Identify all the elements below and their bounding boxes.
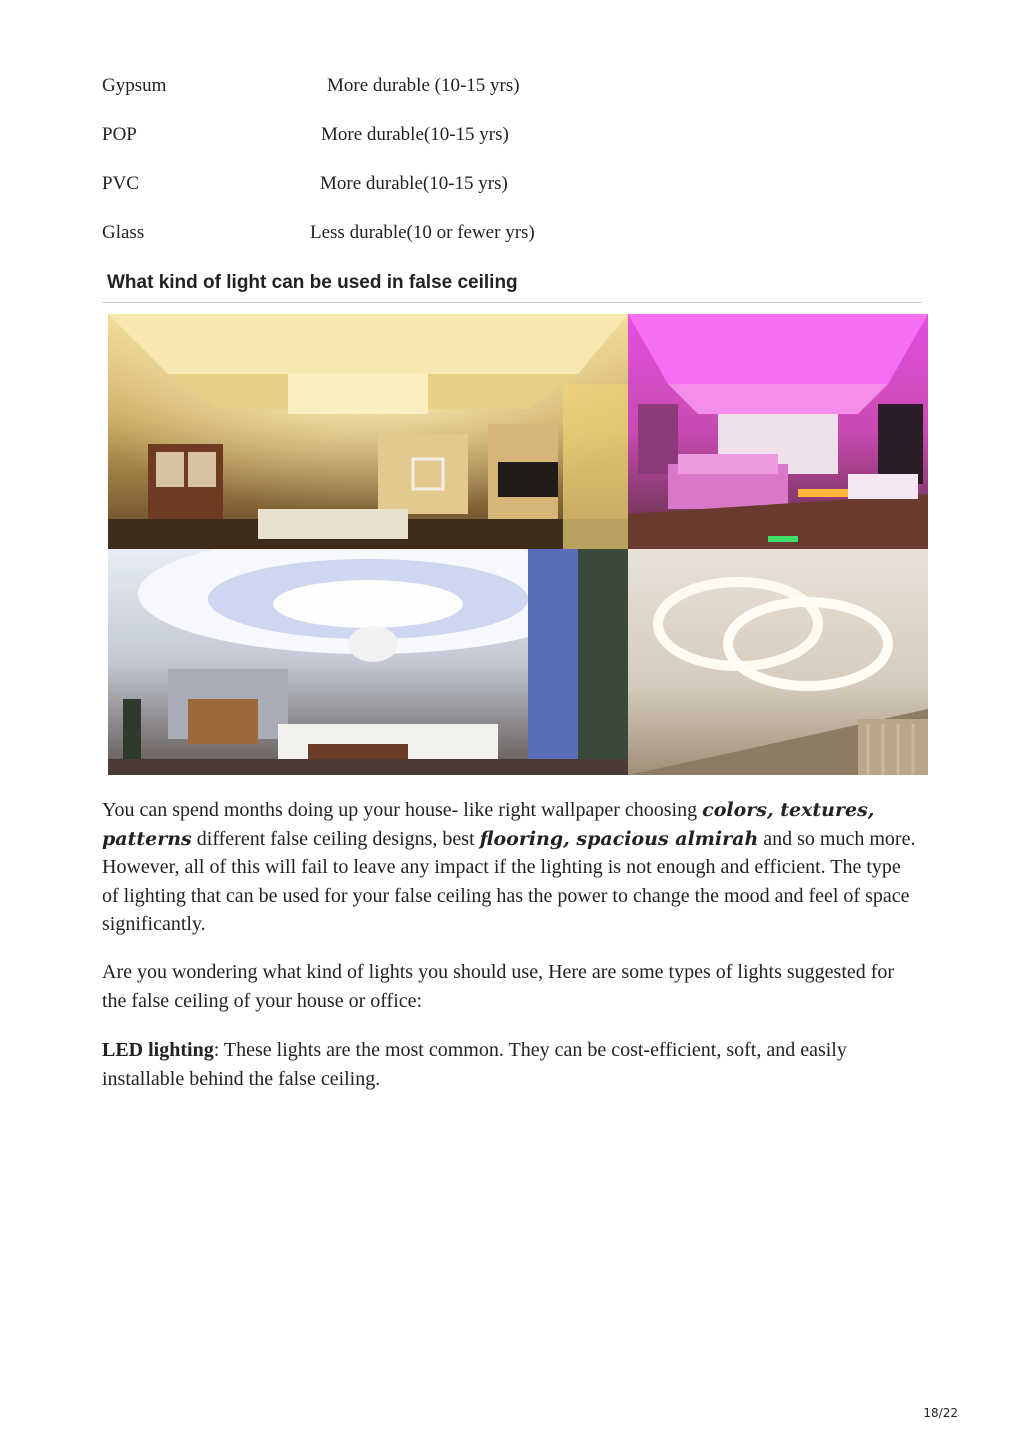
spacious-almirah-link[interactable]: spacious almirah <box>576 827 759 850</box>
durability-value: More durable (10-15 yrs) <box>327 75 520 96</box>
ring-led-fixture-photo <box>628 549 928 775</box>
heading-divider <box>102 302 922 303</box>
lighting-collage-image <box>108 314 928 775</box>
page-number: 18/22 <box>923 1406 958 1420</box>
durability-value: Less durable(10 or fewer yrs) <box>310 222 535 243</box>
paragraph-text: and so much more. However, all of this will fail to leave any impact if the lighting is not enough and efficient. The type of lighting that can be used for your false ceiling has the power to change the mood and feel of space significantly. <box>102 827 916 935</box>
patterns-link[interactable]: patterns <box>102 827 192 850</box>
paragraph-text: : These lights are the most common. They can be cost-efficient, soft, and easily installable behind the false ceiling. <box>102 1039 847 1090</box>
separator-text: , <box>766 799 781 821</box>
intro-paragraph <box>102 796 922 939</box>
warm-led-living-room-photo <box>108 314 628 549</box>
rgb-led-bedroom-photo <box>628 314 928 549</box>
material-name: PVC <box>102 173 139 194</box>
durability-value: More durable(10-15 yrs) <box>320 173 508 194</box>
separator-text: , <box>563 827 577 850</box>
textures-link[interactable]: textures <box>780 799 868 821</box>
paragraph-text: You can spend months doing up your house- like right wallpaper choosing <box>102 799 703 821</box>
section-heading: What kind of light can be used in false ceiling <box>107 272 518 293</box>
durability-value: More durable(10-15 yrs) <box>321 124 509 145</box>
lights-intro-paragraph: Are you wondering what kind of lights you should use, Here are some types of lights suggested for the false ceiling of your house or office: <box>102 961 895 1012</box>
led-lighting-term: LED lighting <box>102 1039 214 1061</box>
colors-link[interactable]: colors <box>702 799 767 821</box>
flooring-link[interactable]: flooring <box>479 827 564 850</box>
cove-light-living-room-photo <box>108 549 628 775</box>
led-lighting-paragraph <box>102 1036 922 1093</box>
material-name: Gypsum <box>102 75 167 96</box>
material-name: POP <box>102 124 137 145</box>
material-name: Glass <box>102 222 145 243</box>
paragraph-text: different false ceiling designs, best <box>191 827 480 850</box>
separator-text: , <box>867 799 875 821</box>
